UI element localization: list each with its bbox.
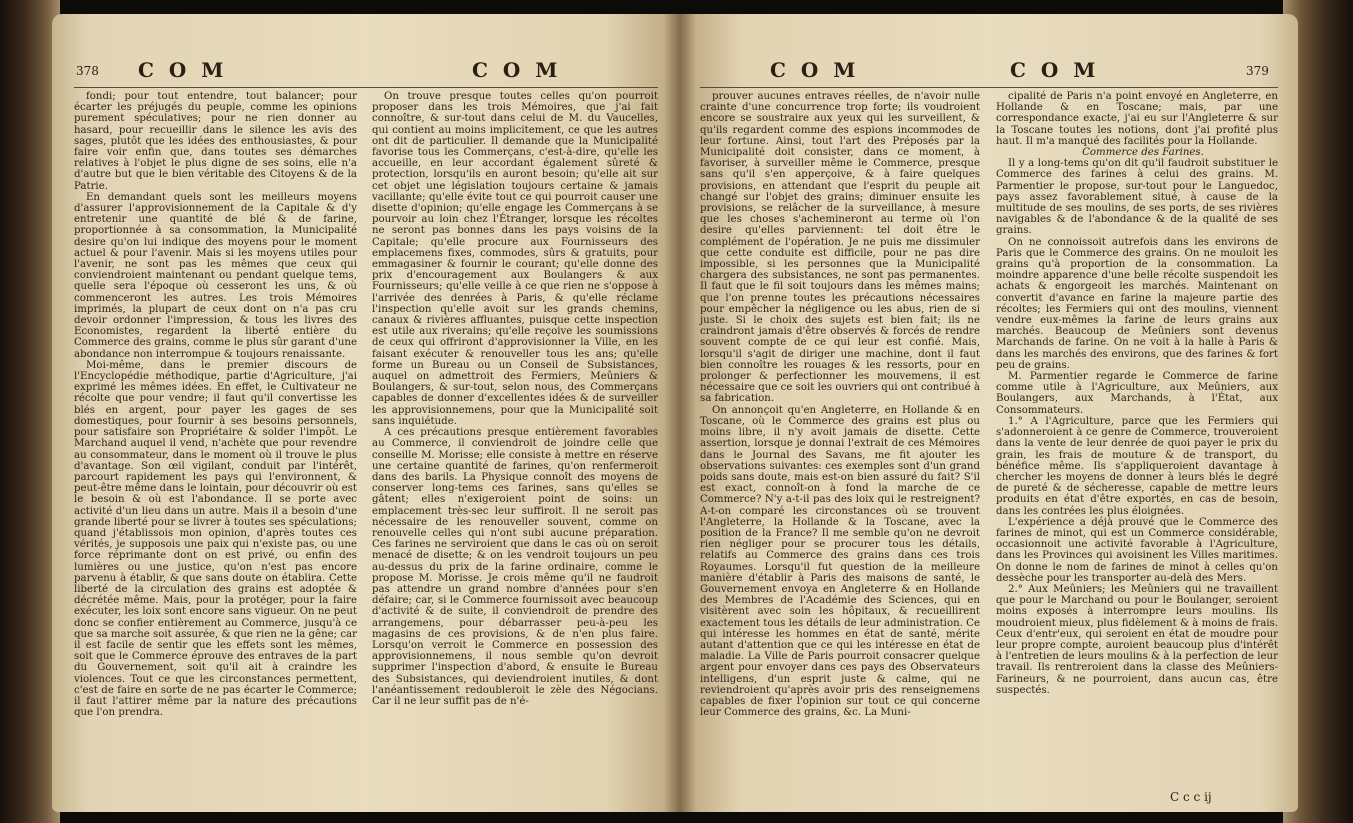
paragraph: M. Parmentier regarde le Commerce de farine comme utile à l'Agriculture, aux Meûniers, aux Boulangers, aux Marchands, à l'État, aux Consommateurs. bbox=[996, 371, 1278, 416]
section-heading: Commerce des Farines. bbox=[1082, 147, 1204, 159]
paragraph: On ne connoissoit autrefois dans les environs de Paris que le Commerce des grains. On ne mouloit les grains qu'à proportion de la consommation. La moindre apparence d'une belle récolte suspendoit les achats & engorgeoit les marchés. Maintenant on convertit d'avance en farine la majeure partie des récoltes; les Fermiers qui ont des moulins, viennent vendre eux-mêmes la farine de leurs grains aux marchés. Beaucoup de Meûniers sont devenus Marchands de farine. On ne voit à la halle à Paris & dans les marchés des environs, que des farines & fort peu de grains. bbox=[996, 236, 1278, 371]
header-rule bbox=[74, 87, 658, 88]
running-head-center: C O M bbox=[770, 58, 860, 82]
paragraph: prouver aucunes entraves réelles, de n'avoir nulle crainte d'une concurrence trop forte; ils voudroient encore se soustraire aux yeux qui les surveillent, & qu'ils regardent comme des espions incommodes de leur fortune. Ainsi, tout l'art des Préposés par la Municipalité doit consister, dans ce moment, à favoriser, à surveiller même le Commerce, presque sans qu'il s'en apperçoive, & à faire quelques provisions, en attendant que l'esprit du peuple ait changé sur l'objet des grains; diminuer ensuite les provisions, se relâcher de la surveillance, à mesure que les choses s'achemineront au terme où l'on desire qu'elles parviennent: tel doit être le complément de l'opération. Je ne puis me dissimuler que cette conduite est difficile, pour ne pas dire impossible, si les personnes que la Municipalité chargera des subsistances, ne sont pas permanentes. Il faut que le fil soit toujours dans les mêmes mains; que l'on prenne toutes les précautions nécessaires pour empêcher la négligence ou les abus, rien de si juste. Si le choix des sujets est bien fait; ils ne craindront jamais d'être observés & forcés de rendre souvent compte de ce qui leur est confié. Mais, lorsqu'il s'agit de diriger une machine, dont il faut bien connoître les rouages & les ressorts, pour en prolonger & perfectionner les mouvemens, il est nécessaire que ce soit les ouvriers qui ont contribué à sa fabrication. bbox=[700, 91, 980, 405]
paragraph: En demandant quels sont les meilleurs moyens d'assurer l'approvisionnement de la Capitale & d'y entretenir une quantité de blé & de farine, proportionnée à sa consommation, la Municipalité desire qu'on lui indique des moyens pour le moment actuel & pour l'avenir. Mais si les moyens utiles pour l'avenir, ne sont pas les mêmes que ceux qui conviendroient maintenant ou pendant quelque tems, quelle sera l'époque où cesseront les uns, & où commenceront les autres. Les trois Mémoires imprimés, la plupart de ceux dont on n'a pas cru devoir ordonner l'impression, & tous les livres des Economistes, regardent la liberté entière du Commerce des grains, comme le plus sûr garant d'une abondance non interrompue & toujours renaissante. bbox=[74, 191, 357, 360]
running-head-center: C O M bbox=[472, 58, 562, 82]
left-page bbox=[52, 14, 680, 812]
paragraph: 2.° Aux Meûniers; les Meûniers qui ne travaillent que pour le Marchand ou pour le Boulanger, seroient moins exposés à interrompre leurs moulins. Ils moudroient mieux, plus fidèlement & à moins de frais. Ceux d'entr'eux, qui seroient en état de moudre pour leur propre compte, auroient beaucoup plus d'intérêt à l'entretien de leurs moulins & à la perfection de leur travail. Ils rentreroient dans la classe des Meûniers-Farineurs, & ne pourroient, dans aucun cas, être suspectés. bbox=[996, 583, 1278, 696]
right-page bbox=[680, 14, 1298, 812]
paragraph: 1.° A l'Agriculture, parce que les Fermiers qui s'adonneroient à ce genre de Commerce, trouveroient dans la vente de leur denrée de quoi payer le prix du grain, les frais de mouture & de transport, du bénéfice même. Ils s'appliqueroient davantage à chercher les moyens de donner à leurs blés le degré de pureté & de sécheresse, capable de mettre leurs produits en état d'être exportés, en cas de besoin, dans les contrées les plus éloignées. bbox=[996, 415, 1278, 517]
paragraph: On trouve presque toutes celles qu'on pourroit proposer dans les trois Mémoires, que j'ai fait connoître, & sur-tout dans celui de M. du Vaucelles, qui contient au moins implicitement, ce que les autres ont dit de particulier. Il demande que la Municipalité favorise tous les Commerçans, c'est-à-dire, qu'elle les accueille, en leur accordant également sûreté & protection, lorsqu'ils en auront besoin; qu'elle ait sur cet objet une législation toujours certaine & jamais vacillante; qu'elle évite tout ce qui pourroit causer une disette d'opinion; qu'elle engage les Commerçans à se pourvoir au loin chez l'Étranger, lorsque les récoltes ne seront pas bonnes dans les pays voisins de la Capitale; qu'elle procure aux Fournisseurs des emplacemens fixes, commodes, sûrs & gratuits, pour emmagasiner & fournir le courant; qu'elle donne des prix d'encouragement aux Boulangers & aux Fournisseurs; qu'elle veille à ce que rien ne s'oppose à l'arrivée des denrées à Paris, & qu'elle réclame l'inspection qu'elle avoit sur les grands chemins, canaux & rivières affluantes, puisque cette inspection est utile aux riverains; qu'elle reçoive les soumissions de ceux qui offriront d'approvisionner la Ville, en les faisant exécuter & renouveller tous les ans; qu'elle forme un Bureau ou un Conseil de Subsistances, auquel on admettroit des Fermiers, Meûniers & Boulangers, & sur-tout, selon nous, des Commerçans capables de donner d'excellentes idées & de surveiller les approvisionnemens, pour que la Municipalité soit sans inquiétude. bbox=[372, 91, 658, 427]
signature-mark: C c c ij bbox=[1170, 790, 1212, 804]
page-number: 379 bbox=[1246, 64, 1269, 78]
text-column bbox=[996, 91, 1278, 696]
paragraph: fondi; pour tout entendre, tout balancer; pour écarter les préjugés du peuple, comme les opinions purement spéculatives; pour ne rien donner au hasard, pour recueillir dans le silence les avis des sages, plutôt que les idées des enthousiastes, & pour faire voir enfin que, dans toutes ses démarches relatives à l'objet le plus digne de ses soins, elle n'a d'autre but que le bien véritable des Citoyens & de la Patrie. bbox=[74, 91, 357, 192]
text-column bbox=[74, 91, 357, 718]
paragraph: cipalité de Paris n'a point envoyé en Angleterre, en Hollande & en Toscane; mais, par une correspondance exacte, j'ai eu sur l'Angleterre & sur la Toscane toutes les notions, dont j'ai profité plus haut. Il m'a manqué des facilités pour la Hollande. bbox=[996, 91, 1278, 147]
text-column bbox=[372, 91, 658, 707]
paragraph: Il y a long-tems qu'on dit qu'il faudroit substituer le Commerce des farines à celui des grains. M. Parmentier le propose, sur-tout pour le Languedoc, pays assez favorablement situé, à cause de la multitude de ses moulins, de ses ports, de ses rivières navigables & de l'abondance & de la qualité de ses grains. bbox=[996, 158, 1278, 237]
header-rule bbox=[700, 87, 1278, 88]
running-head: C O M bbox=[138, 58, 228, 82]
book-gutter bbox=[664, 14, 696, 812]
running-head: C O M bbox=[1010, 58, 1100, 82]
text-column bbox=[700, 91, 980, 718]
paragraph: A ces précautions presque entièrement favorables au Commerce, il conviendroit de joindre celle que conseille M. Morisse; elle consiste à mettre en réserve une certaine quantité de farines, qu'on renfermeroit dans des barils. La Physique connoît des moyens de conserver long-tems ces farines, sans qu'elles se gâtent; elles n'exigeroient point de soins: un emplacement très-sec leur suffiroit. Il ne seroit pas nécessaire de les renouveller souvent, comme on renouvelle celles qui n'ont subi aucune préparation. Ces farines ne serviroient que dans le cas où on seroit menacé de disette; & on les vendroit toujours un peu au-dessus du prix de la farine ordinaire, comme le propose M. Morisse. Je crois même qu'il ne faudroit pas attendre un grand nombre d'années pour s'en défaire; car, si le Commerce fournissoit avec beaucoup d'activité & de suite, il conviendroit de prendre des arrangemens, pour débarrasser peu-à-peu les magasins de ces provisions, & de n'en plus faire. Lorsqu'on verroit le Commerce en possession des approvisionnemens, il nous semble qu'on devroit supprimer l'inspection d'abord, & ensuite le Bureau des Subsistances, qui deviendroient inutiles, & dont l'anéantissement redoubleroit le zèle des Négocians. Car il ne leur suffit pas de n'é- bbox=[372, 427, 658, 707]
page-number: 378 bbox=[76, 64, 99, 78]
paragraph: L'expérience a déjà prouvé que le Commerce des farines de minot, qui est un Commerce considérable, occasionnoit une activité favorable à l'Agriculture, dans les Provinces qui avoisinent les Villes maritimes. On donne le nom de farines de minot à celles qu'on dessèche pour les transporter au-delà des Mers. bbox=[996, 516, 1278, 584]
book-edge-left bbox=[0, 0, 60, 823]
paragraph: On annonçoit qu'en Angleterre, en Hollande & en Toscane, où le Commerce des grains est plus ou moins libre, il n'y avoit jamais de disette. Cette assertion, lorsque je donnai l'extrait de ces Mémoires dans le Journal des Savans, me fit ajouter les observations suivantes: ces exemples sont d'un grand poids sans doute, mais est-on bien assuré du fait? S'il est exact, connoît-on à fond la marche de ce Commerce? N'y a-t-il pas des loix qui le restreignent? A-t-on comparé les circonstances où se trouvent l'Angleterre, la Hollande & la Toscane, avec la position de la France? Il me semble qu'on ne devroit rien négliger pour se procurer tous les détails, relatifs au Commerce des grains dans ces trois Royaumes. Lorsqu'il fut question de la meilleure manière d'établir à Paris des maisons de santé, le Gouvernement envoya en Angleterre & en Hollande des Membres de l'Académie des Sciences, qui en visitèrent avec soin les hôpitaux, & recueillirent exactement tous les détails de leur administration. Ce qui intéresse les hommes en état de santé, mérite autant d'attention que ce qui les intéresse en état de maladie. La Ville de Paris pourroit consacrer quelque argent pour envoyer dans ces pays des Observateurs intelligens, d'un esprit juste & calme, qui ne reviendroient qu'après avoir pris des renseignemens capables de fixer l'opinion sur tout ce qui concerne leur Commerce des grains, &c. La Muni- bbox=[700, 404, 980, 719]
paragraph: Moi-même, dans le premier discours de l'Encyclopédie méthodique, partie d'Agriculture, j'ai exprimé les mêmes idées. En effet, le Cultivateur ne récolte que pour vendre; il faut qu'il convertisse les blés en argent, pour payer les gages de ses domestiques, pour fournir à ses besoins personnels, pour satisfaire son Propriétaire & solder l'impôt. Le Marchand auquel il vend, n'achète que pour revendre au consommateur, dans le moment où il trouve le plus d'avantage. Son œil vigilant, conduit par l'intérêt, parcourt rapidement les pays qui l'environnent, & peut-être même dans le lointain, pour découvrir où est le besoin & où est l'abondance. Il se porte avec activité d'un lieu dans un autre. Mais il a besoin d'une grande liberté pour se livrer à toutes ses spéculations; quand j'établissois mon opinion, d'après toutes ces vérités, je supposois une paix qui n'existe pas, ou une force réprimante dont on est privé, ou enfin des lumières ou une justice, qu'on n'est pas encore parvenu à établir, & que sans doute on établira. Cette liberté de la circulation des grains est adoptée & décrétée même. Mais, pour la protéger, pour la faire exécuter, les loix sont encore sans vigueur. On ne peut donc se confier entièrement au Commerce, jusqu'à ce que sa marche soit assurée, & que rien ne la gêne; car il est facile de sentir que les effets sont les mêmes, soit que le Commerce éprouve des entraves de la part du Gouvernement, soit qu'il ait à craindre les violences. Tout ce que les circonstances permettent, c'est de faire en sorte de ne pas écarter le Commerce; il faut l'attirer même par la nature des précautions que l'on prendra. bbox=[74, 359, 357, 719]
